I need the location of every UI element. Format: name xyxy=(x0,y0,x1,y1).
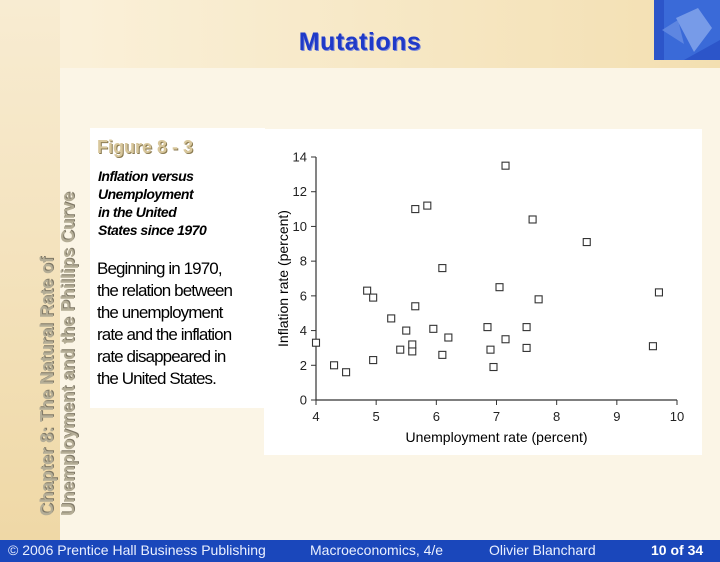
scatter-point xyxy=(388,315,395,322)
y-tick-label: 10 xyxy=(292,218,307,234)
figure-caption xyxy=(98,167,268,239)
scatter-point xyxy=(424,202,431,209)
scatter-point xyxy=(331,362,338,369)
x-axis-label: Unemployment rate (percent) xyxy=(405,429,588,445)
y-axis-label: Inflation rate (percent) xyxy=(275,210,291,347)
scatter-point xyxy=(583,239,590,246)
x-tick-label: 9 xyxy=(613,409,621,424)
chapter-title-line-2: Unemployment and the Phillips Curve xyxy=(58,191,78,516)
figure-caption-line: Inflation versus xyxy=(98,168,194,184)
scatter-point xyxy=(529,216,536,223)
scatter-point xyxy=(655,289,662,296)
x-tick-label: 8 xyxy=(553,409,561,424)
scatter-chart xyxy=(264,129,702,455)
scatter-point xyxy=(409,341,416,348)
footer-author: Olivier Blanchard xyxy=(489,542,596,558)
scatter-point xyxy=(523,344,530,351)
scatter-point xyxy=(397,346,404,353)
scatter-point xyxy=(649,343,656,350)
chart-axes xyxy=(293,150,685,425)
y-tick-label: 4 xyxy=(299,323,307,339)
scatter-point xyxy=(370,357,377,364)
figure-caption-line: Unemployment xyxy=(98,186,194,202)
figure-description-line: the relation between xyxy=(97,281,233,300)
scatter-point xyxy=(487,346,494,353)
scatter-point xyxy=(502,336,509,343)
x-tick-label: 10 xyxy=(669,409,685,424)
scatter-point xyxy=(409,348,416,355)
figure-description-line: rate disappeared in xyxy=(97,347,226,366)
scatter-point xyxy=(343,369,350,376)
x-tick-label: 5 xyxy=(372,409,380,424)
y-tick-label: 14 xyxy=(292,149,307,165)
y-tick-label: 6 xyxy=(299,288,307,304)
figure-caption-line: States since 1970 xyxy=(98,222,207,238)
footer-book: Macroeconomics, 4/e xyxy=(310,542,444,558)
chapter-side-title xyxy=(37,46,79,516)
scatter-point xyxy=(439,351,446,358)
footer-bar xyxy=(0,540,720,562)
x-tick-label: 6 xyxy=(432,409,440,424)
figure-description xyxy=(97,258,265,390)
scatter-point xyxy=(490,364,497,371)
y-tick-label: 2 xyxy=(299,357,307,373)
footer-copyright: © 2006 Prentice Hall Business Publishing xyxy=(8,542,266,558)
scatter-point xyxy=(535,296,542,303)
chart-points xyxy=(313,162,663,376)
scatter-point xyxy=(430,325,437,332)
scatter-point xyxy=(364,287,371,294)
x-tick-label: 4 xyxy=(312,409,320,424)
figure-description-line: the United States. xyxy=(97,369,216,388)
scatter-point xyxy=(439,265,446,272)
figure-description-line: the unemployment xyxy=(97,303,223,322)
scatter-point xyxy=(496,284,503,291)
scatter-point xyxy=(412,303,419,310)
slide-title: Mutations xyxy=(298,28,422,56)
y-tick-label: 8 xyxy=(299,253,307,269)
scatter-point xyxy=(412,206,419,213)
figure-caption-line: in the United xyxy=(98,204,177,220)
figure-description-line: Beginning in 1970, xyxy=(97,259,222,278)
footer-page-number: 10 of 34 xyxy=(651,542,704,558)
y-tick-label: 0 xyxy=(299,392,307,408)
figure-label: Figure 8 - 3 xyxy=(97,137,194,157)
chapter-title-line-1: Chapter 8: The Natural Rate of xyxy=(37,256,57,516)
scatter-point xyxy=(523,324,530,331)
y-tick-label: 12 xyxy=(292,184,307,200)
scatter-point xyxy=(502,162,509,169)
scatter-point xyxy=(484,324,491,331)
scatter-point xyxy=(313,339,320,346)
scatter-point xyxy=(403,327,410,334)
x-tick-label: 7 xyxy=(492,409,501,424)
scatter-point xyxy=(445,334,452,341)
scatter-point xyxy=(370,294,377,301)
figure-description-line: rate and the inflation xyxy=(97,325,232,344)
